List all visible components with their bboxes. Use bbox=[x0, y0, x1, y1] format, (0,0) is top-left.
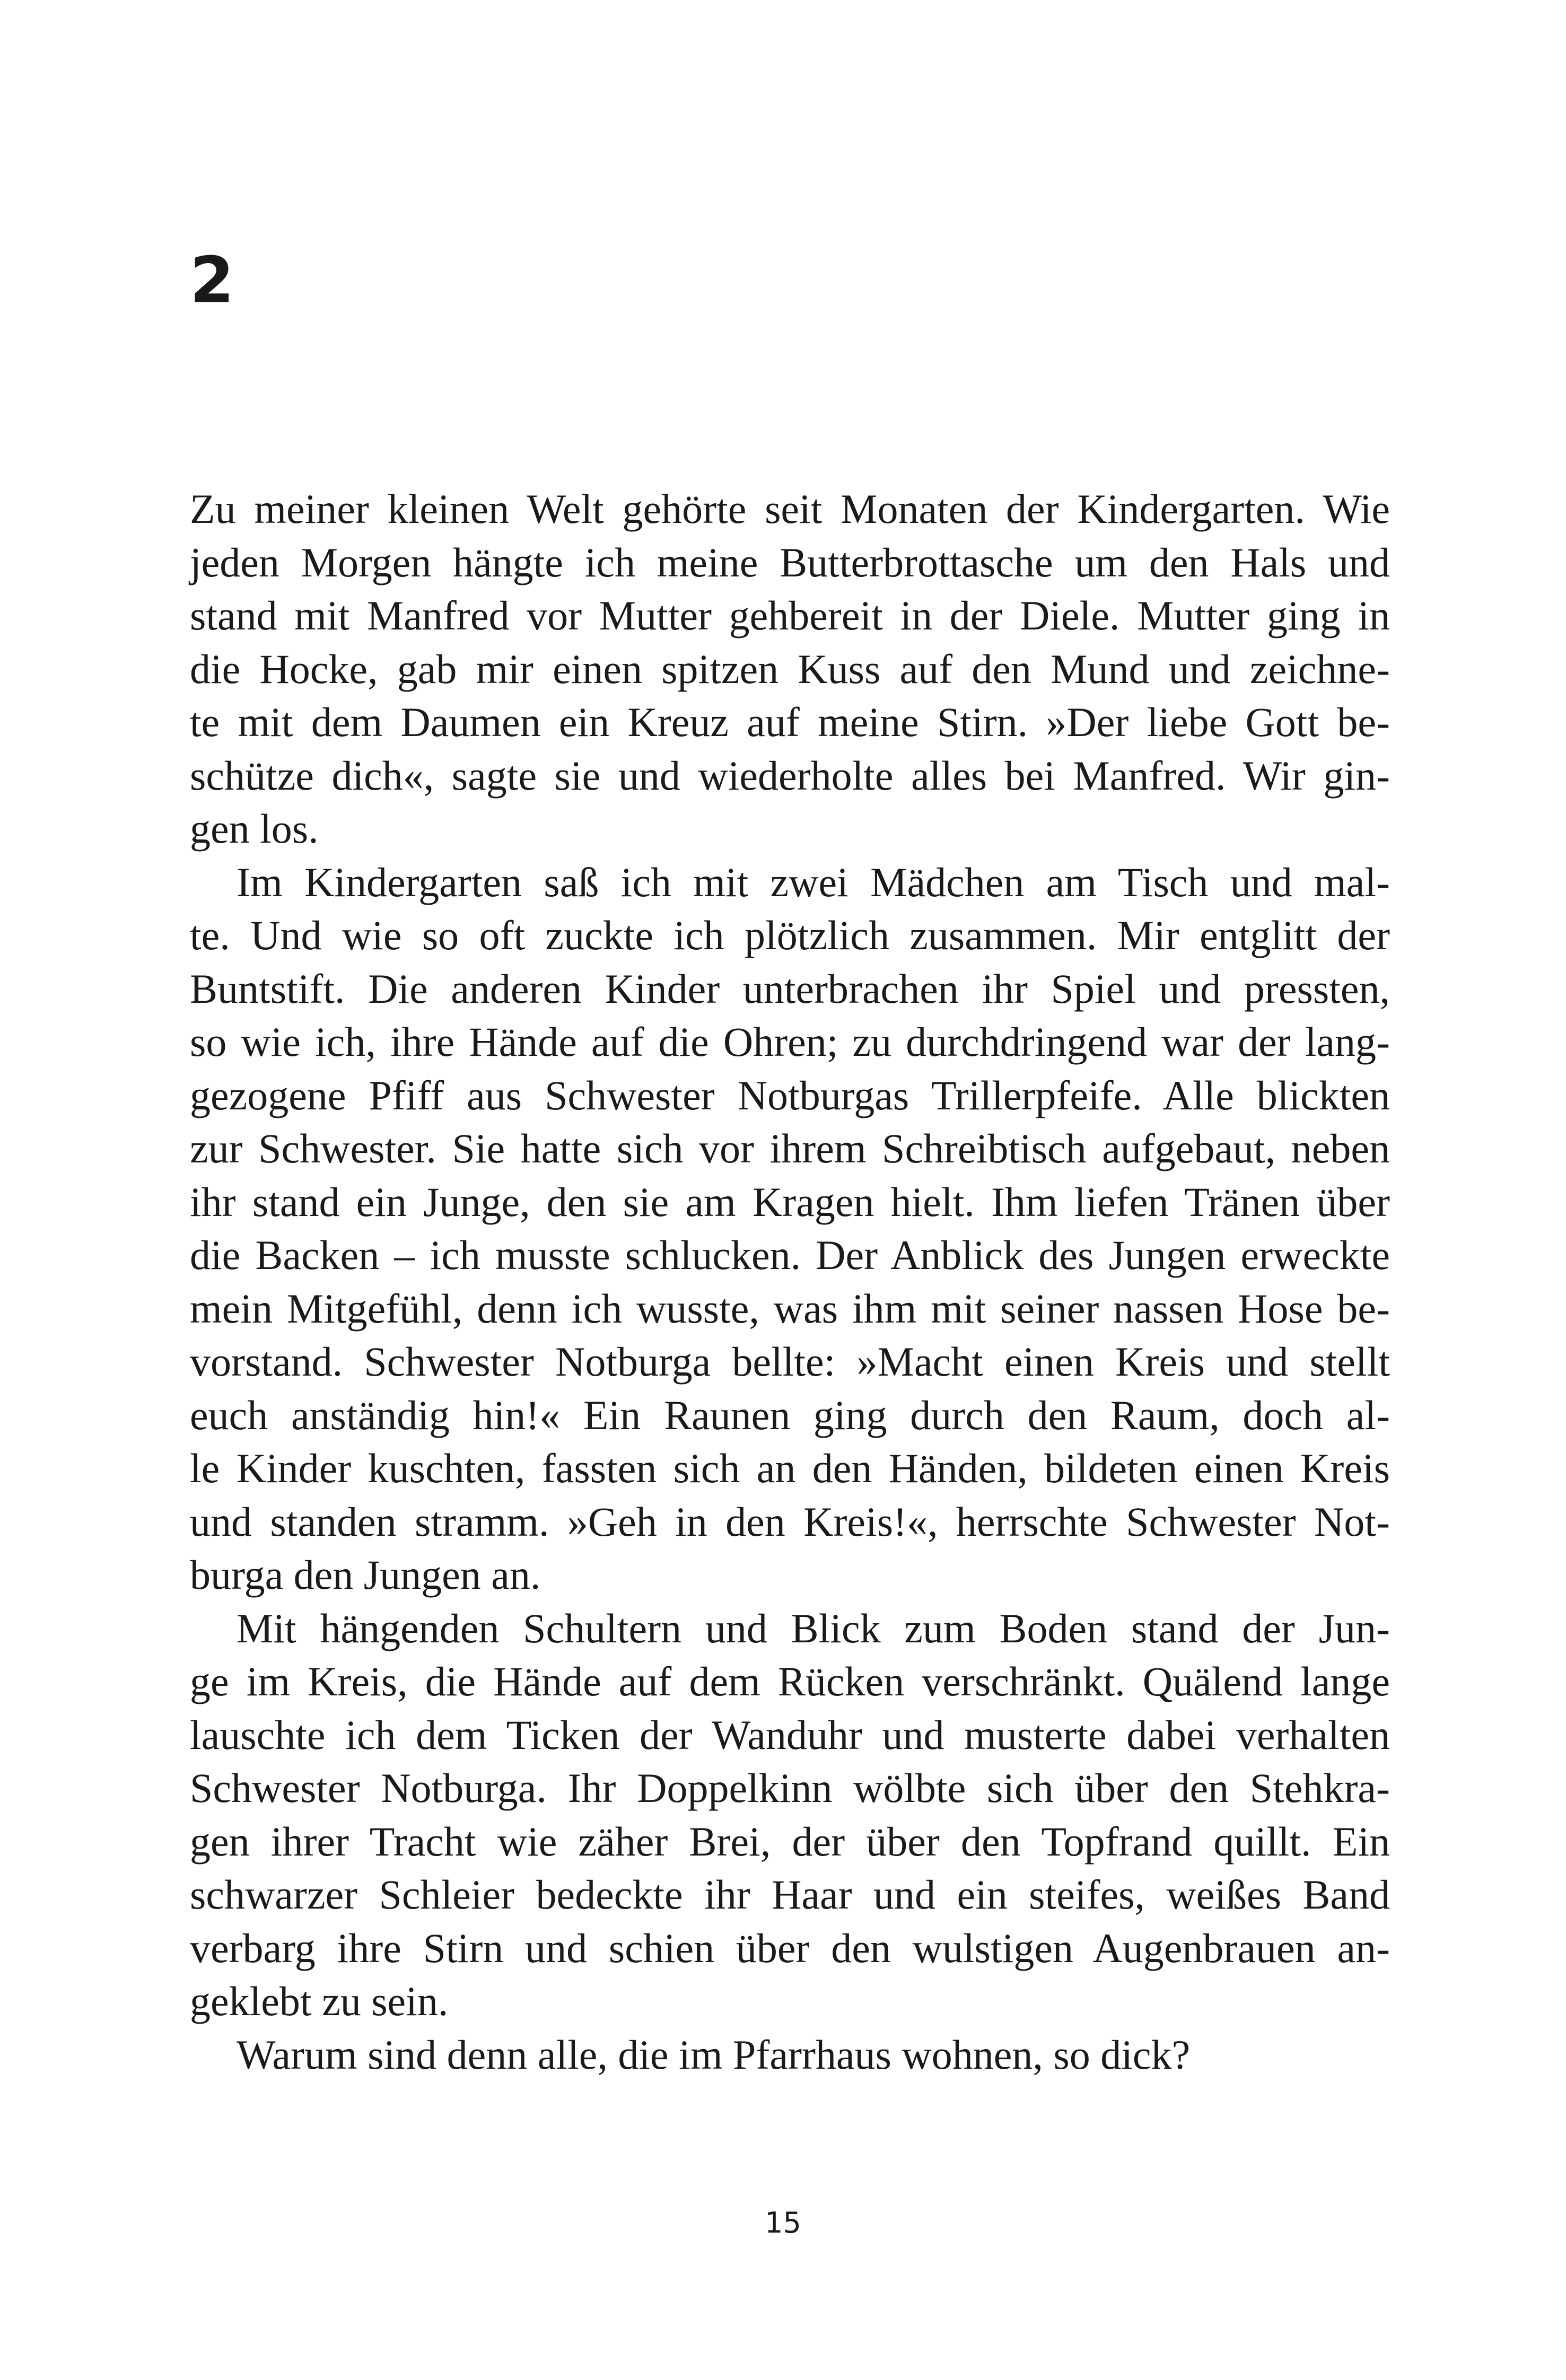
text-line: verbarg ihre Stirn und schien über den wulstigen Augenbrauen an- bbox=[190, 1924, 1390, 1971]
text-line: ihr stand ein Junge, den sie am Kragen hielt. Ihm liefen Tränen über bbox=[190, 1178, 1390, 1225]
text-line: die Hocke, gab mir einen spitzen Kuss auf den Mund und zeichne- bbox=[190, 645, 1390, 692]
text-line: und standen stramm. »Geh in den Kreis!«, herrschte Schwester Not- bbox=[190, 1498, 1390, 1545]
text-line: die Backen – ich musste schlucken. Der Anblick des Jungen erweckte bbox=[190, 1232, 1390, 1278]
text-line: so wie ich, ihre Hände auf die Ohren; zu durchdringend war der lang- bbox=[190, 1019, 1390, 1065]
text-line: geklebt zu sein. bbox=[190, 1978, 449, 2024]
text-line: te mit dem Daumen ein Kreuz auf meine Stirn. »Der liebe Gott be- bbox=[190, 699, 1390, 745]
text-line: Mit hängenden Schultern und Blick zum Boden stand der Jun- bbox=[237, 1605, 1390, 1651]
text-line: jeden Morgen hängte ich meine Butterbrottasche um den Hals und bbox=[190, 539, 1390, 585]
text-line: stand mit Manfred vor Mutter gehbereit in der Diele. Mutter ging in bbox=[190, 592, 1390, 638]
text-line: gezogene Pfiff aus Schwester Notburgas Trillerpfeife. Alle blickten bbox=[190, 1072, 1390, 1118]
text-line: vorstand. Schwester Notburga bellte: »Macht einen Kreis und stellt bbox=[190, 1338, 1390, 1385]
text-line: zur Schwester. Sie hatte sich vor ihrem Schreibtisch aufgebaut, neben bbox=[190, 1125, 1390, 1171]
text-line: Schwester Notburga. Ihr Doppelkinn wölbte sich über den Stehkra- bbox=[190, 1765, 1390, 1811]
text-line: le Kinder kuschten, fassten sich an den Händen, bildeten einen Kreis bbox=[190, 1445, 1390, 1491]
text-line: lauschte ich dem Ticken der Wanduhr und musterte dabei verhalten bbox=[190, 1711, 1390, 1758]
text-line: schütze dich«, sagte sie und wiederholte alles bei Manfred. Wir gin- bbox=[190, 752, 1390, 799]
paragraph bbox=[190, 483, 1390, 856]
paragraph bbox=[190, 1602, 1390, 2028]
text-line: burga den Jungen an. bbox=[190, 1552, 541, 1598]
paragraph bbox=[190, 2028, 1390, 2082]
text-line: Zu meiner kleinen Welt gehörte seit Monaten der Kindergarten. Wie bbox=[190, 486, 1390, 532]
chapter-number: 2 bbox=[190, 244, 234, 318]
text-line: mein Mitgefühl, denn ich wusste, was ihm mit seiner nassen Hose be- bbox=[190, 1285, 1390, 1332]
text-line: gen ihrer Tracht wie zäher Brei, der über den Topfrand quillt. Ein bbox=[190, 1818, 1390, 1865]
paragraph bbox=[190, 856, 1390, 1602]
text-line: gen los. bbox=[190, 806, 319, 852]
text-line: Warum sind denn alle, die im Pfarrhaus wohnen, so dick? bbox=[237, 2031, 1191, 2078]
text-line: Buntstift. Die anderen Kinder unterbrachen ihr Spiel und pressten, bbox=[190, 965, 1390, 1012]
text-line: Im Kindergarten saß ich mit zwei Mädchen am Tisch und mal- bbox=[237, 859, 1390, 905]
text-line: ge im Kreis, die Hände auf dem Rücken verschränkt. Quälend lange bbox=[190, 1658, 1390, 1704]
text-line: euch anständig hin!« Ein Raunen ging durch den Raum, doch al- bbox=[190, 1392, 1390, 1438]
text-line: te. Und wie so oft zuckte ich plötzlich zusammen. Mir entglitt der bbox=[190, 912, 1390, 958]
text-line: schwarzer Schleier bedeckte ihr Haar und ein steifes, weißes Band bbox=[190, 1871, 1390, 1918]
page-number: 15 bbox=[765, 2206, 801, 2239]
body-text bbox=[190, 483, 1390, 2081]
